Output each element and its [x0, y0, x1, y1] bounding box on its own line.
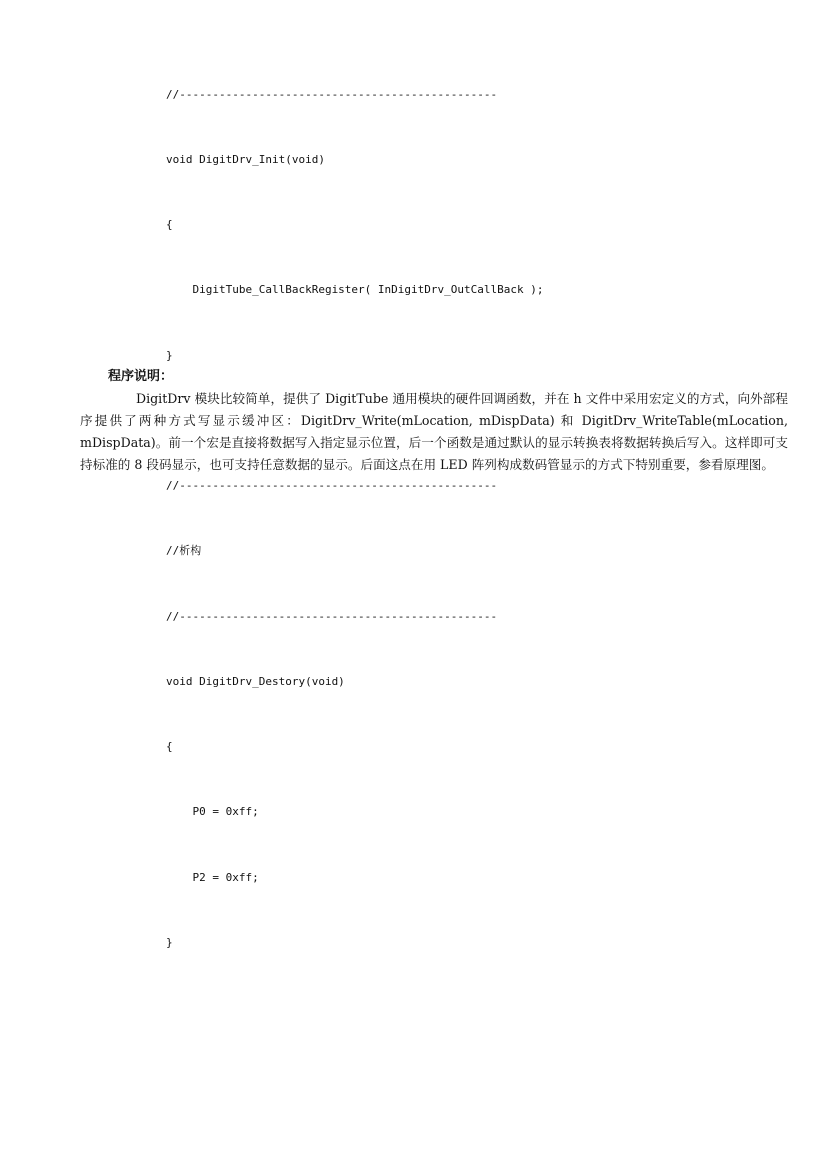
code-line: DigitTube_CallBackRegister( InDigitDrv_OutCallBack );	[166, 283, 544, 297]
code-line: }	[166, 935, 173, 949]
code-line: }	[166, 348, 173, 362]
code-line: {	[166, 740, 173, 753]
code-line: {	[166, 218, 173, 231]
code-line: //------------------------------------------------	[166, 609, 498, 623]
code-block	[166, 40, 544, 997]
code-line: //------------------------------------------------	[166, 87, 498, 101]
code-line: P2 = 0xff;	[166, 870, 259, 884]
section-body: DigitDrv 模块比较简单，提供了 DigitTube 通用模块的硬件回调函数，并在 h 文件中采用宏定义的方式，向外部程序提供了两种方式写显示缓冲区：DigitDrv_Write(mLocation, mDispData) 和 DigitDrv_WriteTable(mLocation, mDispData)。前一个宏是直接将数据写入指定显示位置，后一个函数是通过默认的显示转换表将数据转换后写入。这样即可支持标准的 8 段码显示，也可支持任意数据的显示。后面这点在用 LED 阵列构成数码管显示的方式下特别重要，参看原理图。	[80, 390, 788, 473]
code-line: //------------------------------------------------	[166, 479, 498, 492]
code-line: P0 = 0xff;	[166, 805, 259, 819]
program-description	[80, 366, 788, 476]
code-line: void DigitDrv_Init(void)	[166, 152, 325, 166]
code-line: //析构	[166, 544, 202, 558]
code-line: void DigitDrv_Destory(void)	[166, 674, 345, 688]
section-title: 程序说明：	[108, 369, 174, 384]
